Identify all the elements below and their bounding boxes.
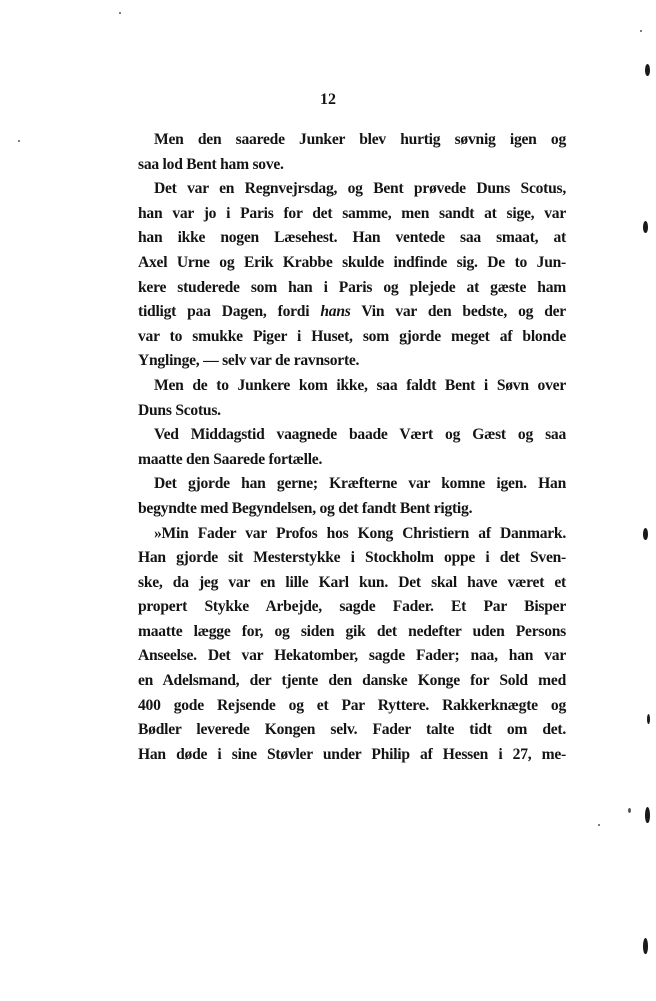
- scan-speck: [598, 824, 600, 826]
- text-line: Bødler leverede Kongen selv. Fader talte tidt om det.: [138, 721, 566, 739]
- text-line: Duns Scotus.: [138, 401, 221, 419]
- text-line: Ynglinge, — selv var de ravnsorte.: [138, 352, 360, 370]
- page-number: 12: [320, 91, 336, 108]
- scan-mark: [645, 64, 650, 76]
- body-text: [138, 128, 566, 767]
- text-line: tidligt paa Dagen, fordi hans Vin var den bedste, og der: [138, 303, 566, 321]
- text-line: Men de to Junkere kom ikke, saa faldt Bent i Søvn over: [154, 376, 566, 394]
- scan-speck: [628, 808, 631, 813]
- text-line: var to smukke Piger i Huset, som gjorde meget af blonde: [138, 327, 566, 345]
- text-line: Ved Middagstid vaagnede baade Vært og Gæst og saa: [154, 426, 566, 444]
- text-line: Det gjorde han gerne; Kræfterne var komne igen. Han: [154, 475, 566, 493]
- text-line: han var jo i Paris for det samme, men sandt at sige, var: [138, 204, 566, 222]
- scan-speck: [119, 12, 121, 14]
- scan-mark: [647, 714, 650, 724]
- text-line: maatte lægge for, og siden gik det nedefter uden Persons: [138, 622, 566, 640]
- text-line: Axel Urne og Erik Krabbe skulde indfinde sig. De to Jun-: [138, 253, 566, 271]
- text-line: propert Stykke Arbejde, sagde Fader. Et Par Bisper: [138, 598, 566, 616]
- scan-mark: [645, 807, 650, 823]
- scan-speck: [18, 140, 20, 142]
- text-line: ske, da jeg var en lille Karl kun. Det skal have været et: [138, 573, 566, 591]
- text-line: »Min Fader var Profos hos Kong Christiern af Danmark.: [154, 524, 566, 542]
- scan-mark: [643, 938, 648, 954]
- text-line: han ikke nogen Læsehest. Han ventede saa smaat, at: [138, 229, 566, 247]
- text-line: Det var en Regnvejrsdag, og Bent prøvede Duns Scotus,: [154, 180, 566, 198]
- scan-mark: [643, 221, 648, 233]
- text-line: saa lod Bent ham sove.: [138, 155, 284, 173]
- emphasized-word: hans: [320, 303, 351, 321]
- scan-speck: [640, 30, 642, 32]
- text-line: Anseelse. Det var Hekatomber, sagde Fader; naa, han var: [138, 647, 566, 665]
- text-line: en Adelsmand, der tjente den danske Konge for Sold med: [138, 672, 566, 690]
- text-line: kere studerede som han i Paris og plejede at gæste ham: [138, 278, 566, 296]
- text-line: Han gjorde sit Mesterstykke i Stockholm oppe i det Sven-: [138, 549, 566, 567]
- text-line: Han døde i sine Støvler under Philip af Hessen i 27, me-: [138, 745, 566, 763]
- scan-mark: [643, 528, 648, 540]
- text-line: Men den saarede Junker blev hurtig søvnig igen og: [154, 131, 566, 148]
- text-line: maatte den Saarede fortælle.: [138, 450, 323, 468]
- text-line: begyndte med Begyndelsen, og det fandt Bent rigtig.: [138, 499, 473, 517]
- text-line: 400 gode Rejsende og et Par Ryttere. Rakkerknægte og: [138, 696, 566, 714]
